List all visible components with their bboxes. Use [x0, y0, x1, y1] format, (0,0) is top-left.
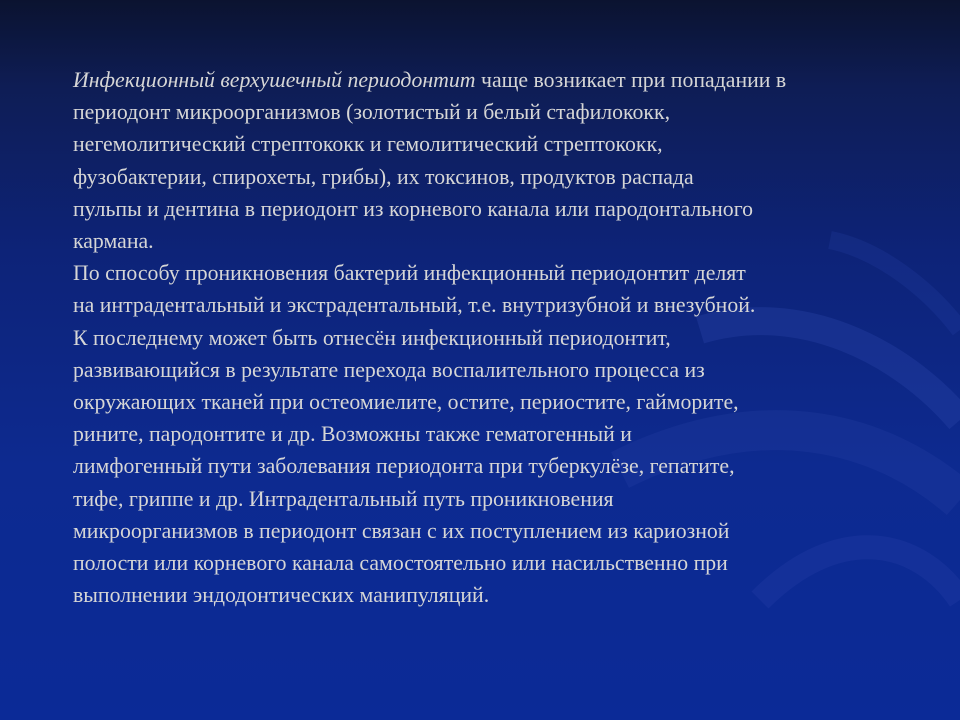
line-text: периодонт микроорганизмов (золотистый и белый стафилококк, [73, 100, 671, 125]
line-text: на интрадентальный и экстрадентальный, т.е. внутризубной и внезубной. [73, 293, 756, 318]
line-text: рините, пародонтите и др. Возможны также гематогенный и [73, 422, 632, 447]
line-text: фузобактерии, спирохеты, грибы), их токсинов, продуктов распада [73, 164, 694, 189]
line-text: полости или корневого канала самостоятельно или насильственно при [73, 551, 728, 576]
line-text: К последнему может быть отнесён инфекционный периодонтит, [73, 325, 671, 350]
line-text: микроорганизмов в периодонт связан с их поступлением из кариозной [73, 518, 730, 543]
line-text: выполнении эндодонтических манипуляций. [73, 583, 490, 608]
text-line [73, 289, 903, 321]
text-line [73, 354, 903, 386]
line-text: развивающийся в результате перехода воспалительного процесса из [73, 357, 705, 382]
text-line [73, 579, 903, 611]
text-line [73, 483, 903, 515]
text-line [73, 386, 903, 418]
text-line [73, 193, 903, 225]
text-line [73, 128, 903, 160]
text-line [73, 515, 903, 547]
line-text: лимфогенный пути заболевания периодонта при туберкулёзе, гепатите, [73, 454, 735, 479]
line-text: негемолитический стрептококк и гемолитический стрептококк, [73, 132, 663, 157]
slide-body-text [73, 64, 903, 611]
text-line [73, 547, 903, 579]
text-line [73, 450, 903, 482]
line-text: кармана. [73, 229, 154, 254]
text-line [73, 322, 903, 354]
text-line [73, 257, 903, 289]
text-line [73, 96, 903, 128]
text-line [73, 161, 903, 193]
line-text: чаще возникает при попадании в [475, 68, 787, 92]
text-line [73, 225, 903, 257]
italic-term: Инфекционный верхушечный периодонтит [73, 68, 476, 92]
text-line [73, 418, 903, 450]
line-text: тифе, гриппе и др. Интрадентальный путь проникновения [73, 486, 614, 511]
line-text: пульпы и дентина в периодонт из корневого канала или пародонтального [73, 196, 753, 221]
line-text: По способу проникновения бактерий инфекционный периодонтит делят [73, 261, 746, 286]
line-text: окружающих тканей при остеомиелите, остите, периостите, гайморите, [73, 390, 739, 415]
text-line [73, 64, 903, 96]
